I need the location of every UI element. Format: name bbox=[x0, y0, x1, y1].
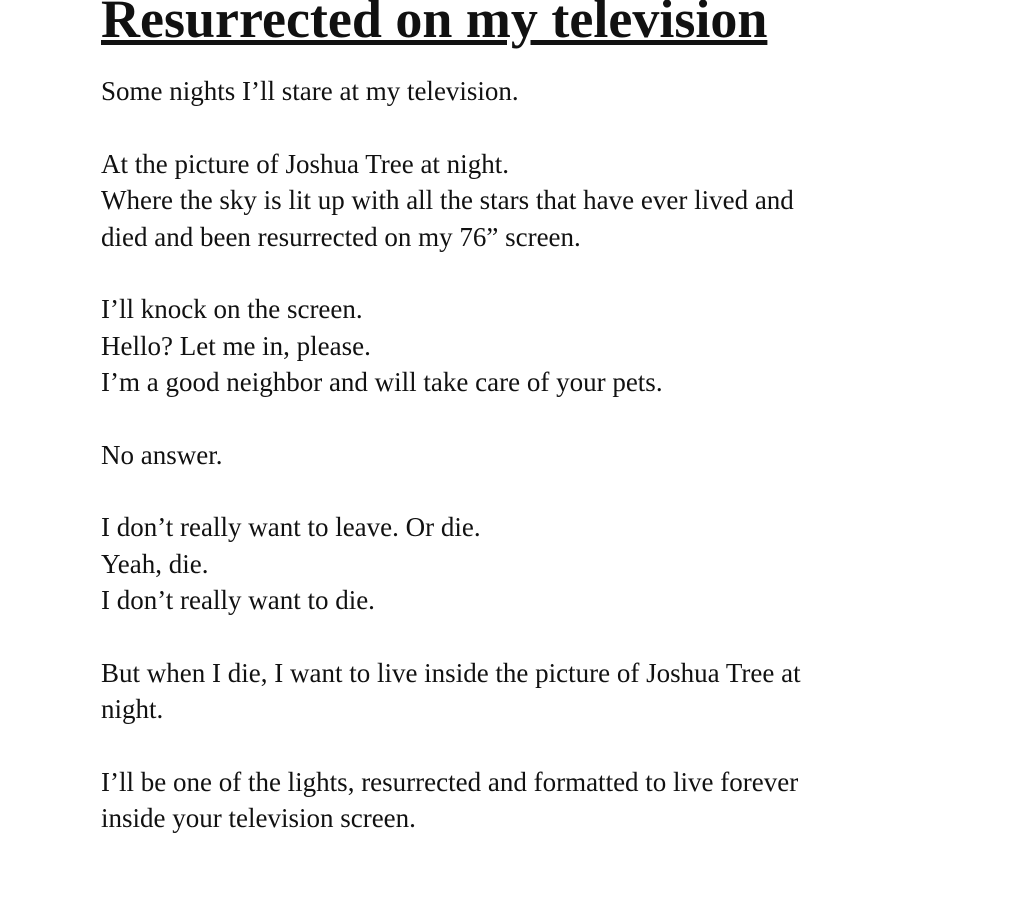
poem-line: No answer. bbox=[101, 439, 223, 470]
poem-line: I’ll knock on the screen. bbox=[101, 294, 363, 324]
poem-title: Resurrected on my television bbox=[101, 0, 768, 49]
poem-line: At the picture of Joshua Tree at night. bbox=[101, 148, 509, 179]
stanza bbox=[101, 509, 981, 619]
poem-line: I’ll be one of the lights, resurrected and formatted to live forever bbox=[101, 766, 799, 797]
poem-line: Hello? Let me in, please. bbox=[101, 330, 371, 361]
poem-line: night. bbox=[101, 694, 164, 724]
poem-line: died and been resurrected on my 76” screen. bbox=[101, 221, 581, 252]
poem-line: Yeah, die. bbox=[101, 548, 209, 579]
poem-line: I don’t really want to die. bbox=[101, 585, 375, 615]
poem-line: inside your television screen. bbox=[101, 803, 416, 833]
poem-page bbox=[101, 0, 981, 837]
poem-line: I don’t really want to leave. Or die. bbox=[101, 512, 481, 542]
poem-line: But when I die, I want to live inside the picture of Joshua Tree at bbox=[101, 657, 801, 688]
poem-line: Some nights I’ll stare at my television. bbox=[101, 76, 519, 106]
poem-line: I’m a good neighbor and will take care of your pets. bbox=[101, 367, 663, 397]
stanza bbox=[101, 146, 981, 256]
poem-line: Where the sky is lit up with all the stars that have ever lived and bbox=[101, 185, 794, 215]
stanza bbox=[101, 291, 981, 401]
stanza bbox=[101, 73, 981, 110]
stanza bbox=[101, 655, 981, 728]
stanza bbox=[101, 764, 981, 837]
stanza bbox=[101, 437, 981, 474]
